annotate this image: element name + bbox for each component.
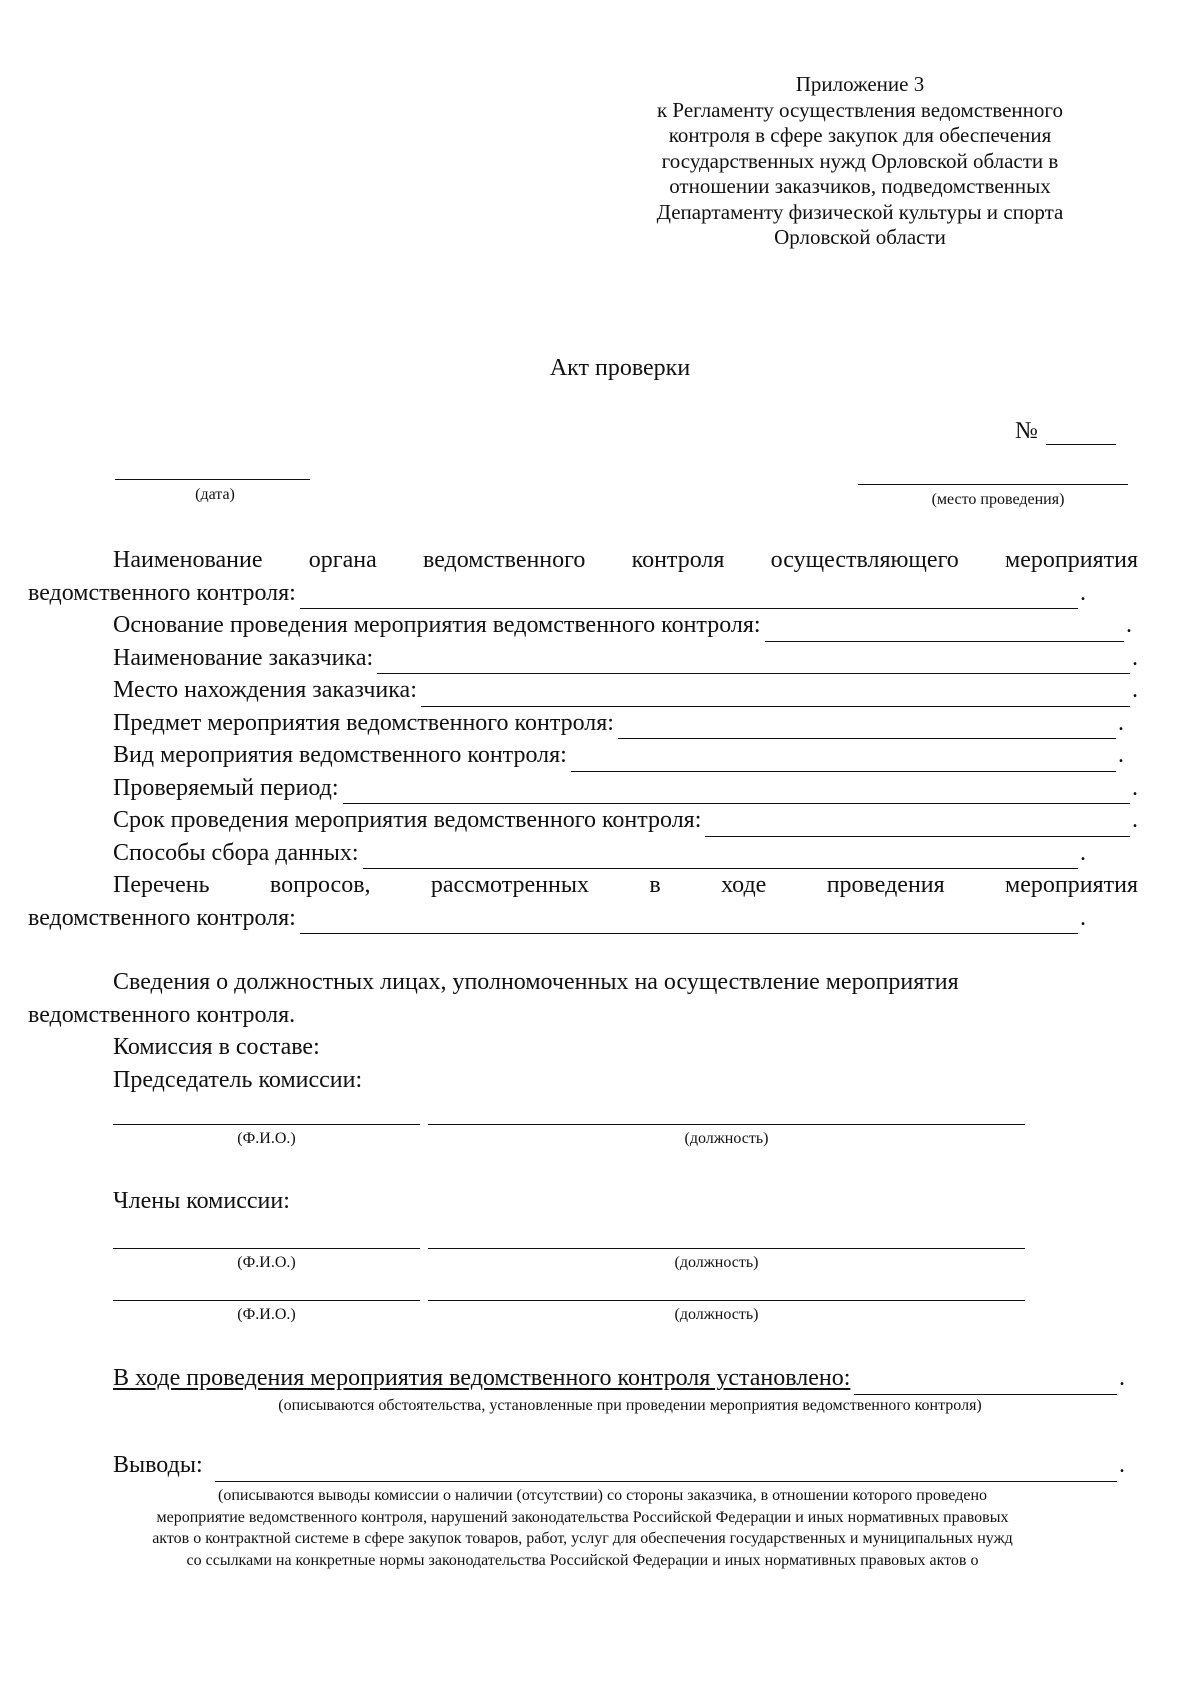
officials-intro-cont: ведомственного контроля.	[28, 1001, 296, 1028]
dot: .	[1132, 644, 1138, 671]
customer-name-field[interactable]	[377, 649, 1130, 674]
period-row	[28, 772, 1138, 805]
position-caption: (должность)	[684, 1130, 769, 1147]
questions-field[interactable]	[300, 909, 1078, 934]
control-body-field[interactable]	[300, 584, 1078, 609]
dot: .	[1080, 904, 1086, 931]
kind-field[interactable]	[571, 747, 1116, 772]
dot: .	[1132, 807, 1138, 833]
subject-row	[28, 707, 1138, 740]
act-number	[1015, 418, 1116, 445]
appendix-line: Приложение 3	[795, 72, 925, 96]
period-label: Проверяемый период:	[113, 774, 339, 801]
chairman-position-field[interactable]	[428, 1124, 1025, 1125]
conclusions-field[interactable]	[215, 1457, 1117, 1482]
place-field[interactable]	[858, 484, 1128, 485]
subject-field[interactable]	[618, 714, 1116, 739]
member-fio-field[interactable]	[113, 1248, 420, 1249]
control-body-row	[28, 577, 1138, 610]
customer-name-label: Наименование заказчика:	[113, 644, 374, 671]
dot: .	[1119, 1452, 1125, 1478]
dot: .	[1080, 579, 1086, 606]
officials-intro: Сведения о должностных лицах, уполномоченных на осуществление мероприятия	[113, 969, 959, 995]
fio-caption: (Ф.И.О.)	[237, 1254, 296, 1271]
dot: .	[1126, 612, 1132, 638]
member-position-field[interactable]	[428, 1300, 1025, 1301]
appendix-header	[615, 72, 1105, 251]
questions-label: Перечень вопросов, рассмотренных в ходе проведения мероприятия	[113, 872, 1138, 898]
established-caption: (описываются обстоятельства, установленные при проведении мероприятия ведомственного контроля)	[278, 1397, 982, 1414]
officials-section	[28, 966, 1138, 1096]
fio-caption: (Ф.И.О.)	[237, 1130, 296, 1147]
methods-row	[28, 837, 1138, 870]
dot: .	[1118, 742, 1124, 768]
position-caption: (должность)	[674, 1306, 759, 1323]
document-title: Акт проверки	[549, 355, 691, 381]
chairman-label: Председатель комиссии:	[113, 1066, 363, 1093]
established-label: В ходе проведения мероприятия ведомственного контроля установлено:	[113, 1365, 851, 1391]
term-label: Срок проведения мероприятия ведомственного контроля:	[113, 807, 702, 833]
appendix-line: к Регламенту осуществления ведомственного	[656, 97, 1063, 122]
conclusions-caption-line: (описываются выводы комиссии о наличии (отсутствии) со стороны заказчика, в отношении которого проведено	[217, 1487, 987, 1504]
customer-location-row	[28, 674, 1138, 707]
conclusions-row	[28, 1449, 1125, 1482]
member-position-field[interactable]	[428, 1248, 1025, 1249]
appendix-line: Орловской области	[774, 225, 946, 249]
dot: .	[1080, 839, 1086, 866]
control-body-label: Наименование органа ведомственного контроля осуществляющего мероприятия	[113, 547, 1138, 573]
conclusions-caption	[30, 1485, 1135, 1571]
kind-label: Вид мероприятия ведомственного контроля:	[113, 742, 567, 768]
established-row	[28, 1362, 1125, 1395]
commission-label: Комиссия в составе:	[113, 1034, 320, 1060]
fio-caption: (Ф.И.О.)	[237, 1306, 296, 1323]
conclusions-caption-line: актов о контрактной системе в сфере закупок товаров, работ, услуг для обеспечения государственных и муниципальных нужд	[152, 1530, 1013, 1547]
number-field[interactable]	[1046, 422, 1116, 445]
number-label: №	[1015, 418, 1038, 444]
basis-field[interactable]	[765, 617, 1124, 642]
date-caption: (дата)	[195, 486, 235, 503]
established-field[interactable]	[854, 1370, 1117, 1395]
place-caption: (место проведения)	[931, 491, 1065, 508]
term-field[interactable]	[705, 812, 1130, 837]
appendix-line: отношении заказчиков, подведомственных	[669, 174, 1051, 198]
customer-location-field[interactable]	[421, 682, 1130, 707]
dot: .	[1132, 677, 1138, 703]
questions-label-cont: ведомственного контроля:	[28, 904, 296, 931]
kind-row	[28, 739, 1138, 772]
chairman-fio-field[interactable]	[113, 1124, 420, 1125]
questions-row	[28, 902, 1138, 935]
term-row	[28, 804, 1138, 837]
appendix-line: контроля в сфере закупок для обеспечения	[668, 123, 1052, 147]
date-field[interactable]	[115, 479, 310, 480]
customer-location-label: Место нахождения заказчика:	[113, 677, 417, 703]
basis-row	[28, 609, 1138, 642]
appendix-line: Департаменту физической культуры и спорта	[656, 199, 1064, 224]
customer-name-row	[28, 642, 1138, 675]
dot: .	[1119, 1365, 1125, 1391]
members-label: Члены комиссии:	[113, 1188, 290, 1214]
conclusions-caption-line: со ссылками на конкретные нормы законодательства Российской Федерации и иных нормативных правовых актов о	[186, 1551, 979, 1569]
member-fio-field[interactable]	[113, 1300, 420, 1301]
dot: .	[1118, 709, 1124, 736]
dot: .	[1132, 774, 1138, 801]
period-field[interactable]	[343, 779, 1130, 804]
appendix-line: государственных нужд Орловской области в	[661, 148, 1059, 173]
methods-field[interactable]	[363, 844, 1078, 869]
methods-label: Способы сбора данных:	[113, 839, 359, 866]
position-caption: (должность)	[674, 1254, 759, 1271]
conclusions-label: Выводы:	[113, 1452, 203, 1478]
basis-label: Основание проведения мероприятия ведомственного контроля:	[113, 612, 761, 638]
act-fields	[28, 544, 1138, 934]
control-body-label-cont: ведомственного контроля:	[28, 579, 296, 606]
conclusions-caption-line: мероприятие ведомственного контроля, нарушений законодательства Российской Федерации и иных нормативных правовых	[156, 1508, 1009, 1526]
subject-label: Предмет мероприятия ведомственного контроля:	[113, 709, 614, 736]
